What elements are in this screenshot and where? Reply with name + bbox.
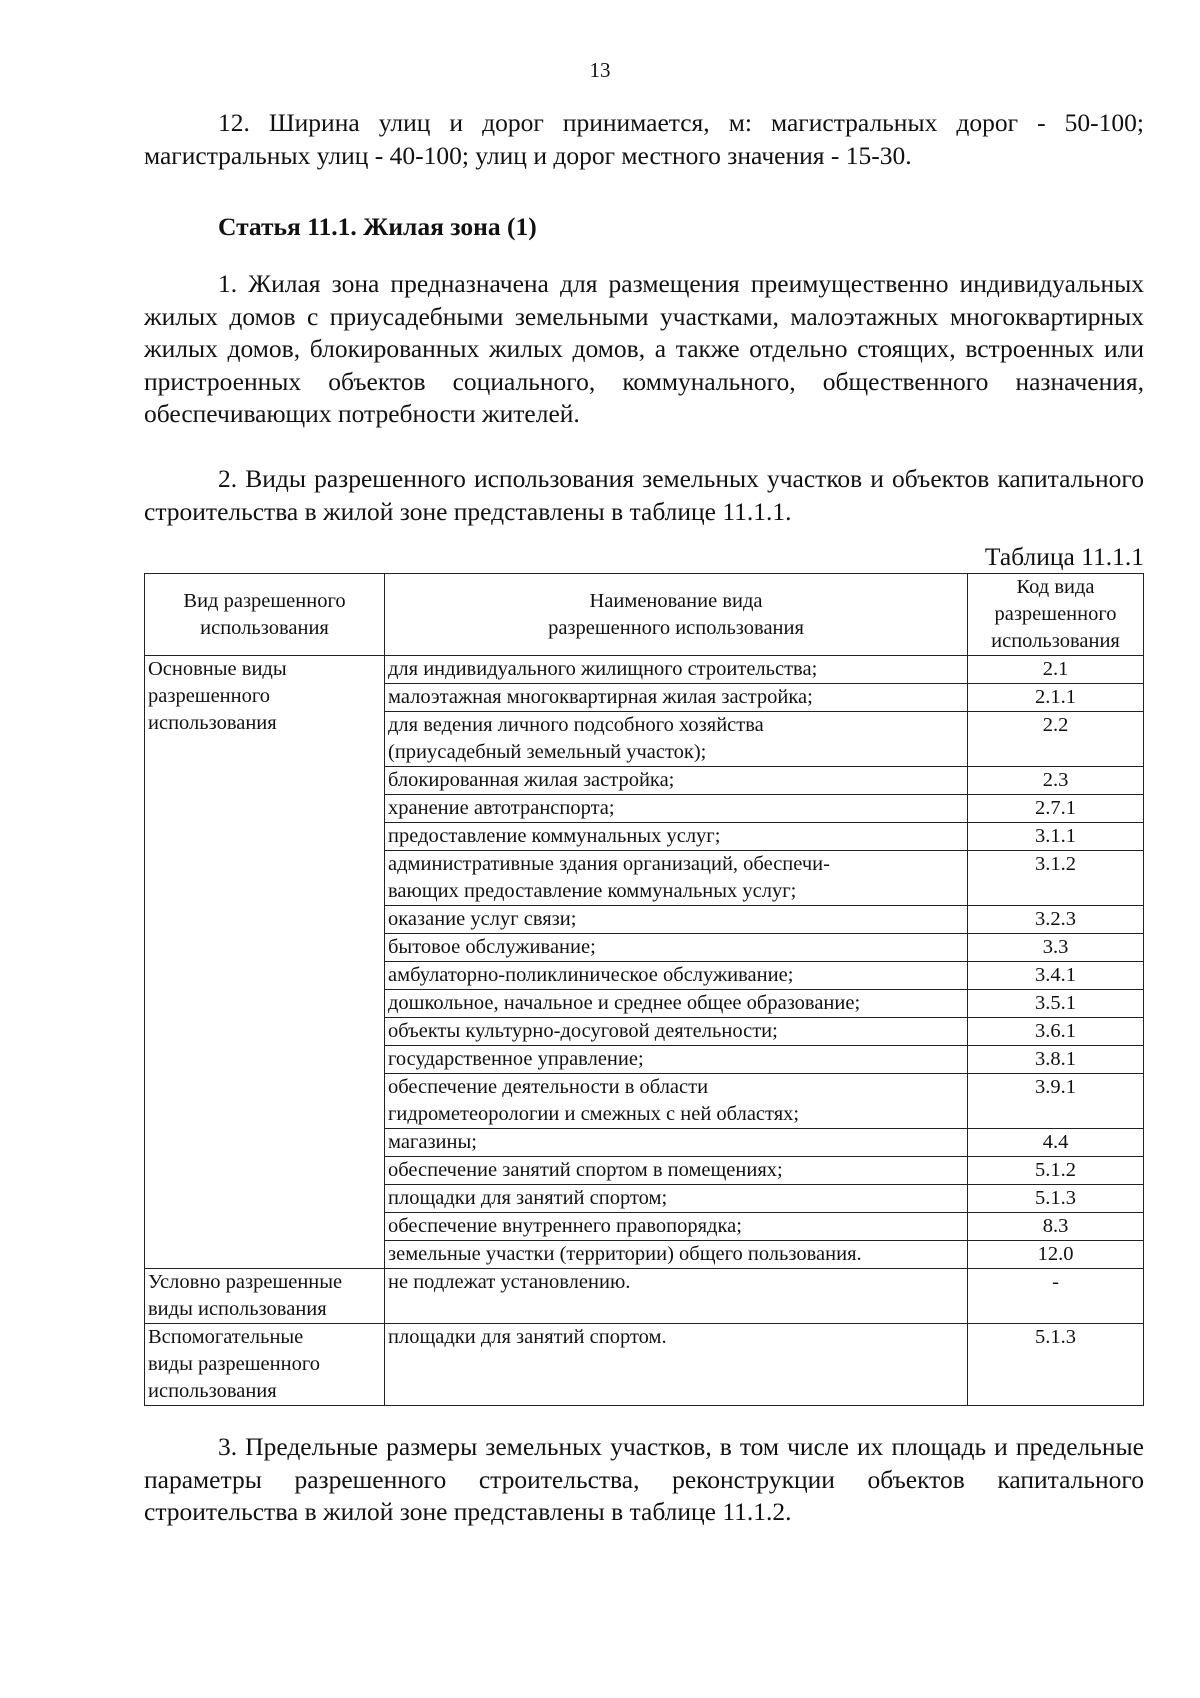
use-name-cell [385,1185,968,1213]
use-name-cell [385,1241,968,1269]
use-name-cell [385,1269,968,1324]
use-category-cell [145,1324,385,1406]
use-name-cell [385,934,968,962]
use-name-line: магазины; [388,1131,477,1153]
use-code-cell: 3.8.1 [968,1046,1144,1074]
header-line: Код вида [1016,576,1095,598]
use-name-cell [385,1074,968,1129]
use-name-cell [385,1157,968,1185]
use-name-line: обеспечение занятий спортом в помещениях; [388,1159,783,1181]
use-code-cell: 2.3 [968,767,1144,795]
header-line: разрешенного использования [548,616,804,639]
use-name-cell [385,795,968,823]
use-category-line: использования [148,1380,277,1402]
use-name-line: малоэтажная многоквартирная жилая застройка; [388,686,813,708]
use-name-cell [385,712,968,767]
use-name-line: блокированная жилая застройка; [388,769,675,791]
use-code-cell: 2.1.1 [968,684,1144,712]
paragraph-1: 1. Жилая зона предназначена для размещения преимущественно индивидуальных жилых домов с приусадебными земельными участками, малоэтажных многоквартирных жилых домов, блокированных жилых домов, а также отдельно стоящих, встроенных или пристроенных объектов социального, коммунального, общественного назначения, обеспечивающих потребности жителей. [144,269,1144,428]
use-name-line: предоставление коммунальных услуг; [388,825,721,847]
use-category-line: виды разрешенного [148,1353,320,1375]
header-line: Вид разрешенного [183,589,346,612]
header-use-type [145,574,385,656]
use-name-line: гидрометеорологии и смежных с ней областях; [388,1103,800,1125]
table-header-row [145,574,1144,656]
use-name-cell [385,990,968,1018]
table-caption: Таблица 11.1.1 [984,542,1144,571]
use-code-cell: 3.2.3 [968,906,1144,934]
use-name-cell [385,823,968,851]
use-code-cell: - [968,1269,1144,1324]
use-name-line: для ведения личного подсобного хозяйства [388,714,764,736]
use-category-line: использования [148,712,277,734]
use-code-cell: 2.7.1 [968,795,1144,823]
use-name-line: обеспечение деятельности в области [388,1076,709,1098]
use-category-line: виды использования [148,1298,327,1320]
use-code-cell: 12.0 [968,1241,1144,1269]
use-name-line: не подлежат установлению. [388,1271,631,1293]
use-name-cell [385,962,968,990]
use-name-line: площадки для занятий спортом; [388,1187,668,1209]
use-name-line: амбулаторно-поликлиническое обслуживание; [388,964,794,986]
use-name-cell [385,1129,968,1157]
use-name-line: бытовое обслуживание; [388,936,596,958]
use-name-line: государственное управление; [388,1048,644,1070]
use-code-cell: 5.1.3 [968,1185,1144,1213]
use-category-line: Основные виды [148,658,287,680]
table-row [145,1324,1144,1406]
header-line: разрешенного [994,603,1117,625]
table-row [145,1269,1144,1324]
use-name-line: вающих предоставление коммунальных услуг; [388,880,797,902]
use-code-cell: 3.1.2 [968,851,1144,906]
use-code-cell: 2.2 [968,712,1144,767]
use-name-cell [385,906,968,934]
use-name-line: административные здания организаций, обеспечи- [388,853,830,875]
paragraph-12: 12. Ширина улиц и дорог принимается, м: магистральных дорог - 50-100; магистральных улиц - 40-100; улиц и дорог местного значения - 15-30. [144,108,1144,170]
use-category-line: разрешенного [148,685,271,707]
use-name-line: дошкольное, начальное и среднее общее образование; [388,992,861,1014]
use-category-line: Вспомогательные [148,1326,304,1348]
use-name-cell [385,1324,968,1406]
use-name-line: хранение автотранспорта; [388,797,615,819]
use-code-cell: 3.1.1 [968,823,1144,851]
use-name-line: для индивидуального жилищного строительства; [388,658,818,680]
use-category-cell [145,1269,385,1324]
use-name-line: оказание услуг связи; [388,908,577,930]
table-body [145,656,1144,1406]
use-code-cell: 5.1.2 [968,1157,1144,1185]
use-category-line: Условно разрешенные [148,1271,343,1293]
use-name-cell [385,767,968,795]
header-line: использования [991,630,1120,652]
use-code-cell: 4.4 [968,1129,1144,1157]
use-name-cell [385,1018,968,1046]
paragraph-3: 3. Предельные размеры земельных участков, в том числе их площадь и предельные параметры разрешенного строительства, реконструкции объектов капитального строительства в жилой зоне представлены в таблице 11.1.2. [144,1432,1144,1526]
land-use-table [144,573,1144,1406]
use-name-cell [385,1046,968,1074]
table-header [145,574,1144,656]
use-code-cell: 3.3 [968,934,1144,962]
use-category-cell [145,656,385,1269]
use-code-cell: 3.6.1 [968,1018,1144,1046]
use-name-cell [385,656,968,684]
use-name-cell [385,684,968,712]
use-code-cell: 3.9.1 [968,1074,1144,1129]
page-number: 13 [589,58,611,82]
header-use-code [968,574,1144,656]
header-line: Наименование вида [589,589,763,612]
use-name-line: (приусадебный земельный участок); [388,741,707,763]
use-code-cell: 2.1 [968,656,1144,684]
use-name-line: площадки для занятий спортом. [388,1326,667,1348]
table-row [145,656,1144,684]
use-name-line: объекты культурно-досуговой деятельности; [388,1020,778,1042]
paragraph-2: 2. Виды разрешенного использования земельных участков и объектов капитального строительства в жилой зоне представлены в таблице 11.1.1. [144,464,1144,526]
use-code-cell: 5.1.3 [968,1324,1144,1406]
use-code-cell: 8.3 [968,1213,1144,1241]
use-name-cell [385,851,968,906]
article-heading: Статья 11.1. Жилая зона (1) [218,212,537,241]
use-name-cell [385,1213,968,1241]
header-use-name [385,574,968,656]
use-name-line: земельные участки (территории) общего пользования. [388,1243,862,1265]
use-code-cell: 3.5.1 [968,990,1144,1018]
use-code-cell: 3.4.1 [968,962,1144,990]
use-name-line: обеспечение внутреннего правопорядка; [388,1215,742,1237]
header-line: использования [200,616,329,639]
